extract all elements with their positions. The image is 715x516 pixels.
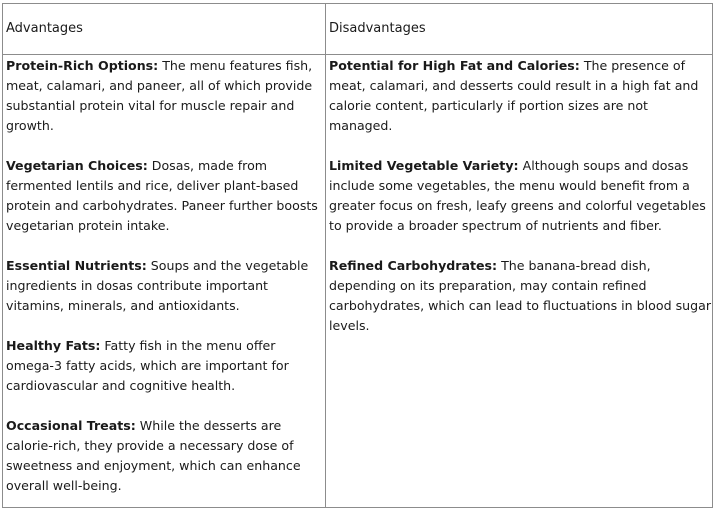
disadvantage-item xyxy=(329,56,711,136)
advantage-text: Fatty fish in the menu offer omega-3 fatty acids, which are important for cardiovascular and cognitive health. xyxy=(6,338,289,393)
advantage-title: Occasional Treats: xyxy=(6,418,136,433)
disadvantage-text: The banana-bread dish, depending on its preparation, may contain refined carbohydrates, which can lead to fluctuations in blood sugar levels. xyxy=(329,258,712,333)
advantage-text: The menu features fish, meat, calamari, and paneer, all of which provide substantial protein vital for muscle repair and growth. xyxy=(6,58,313,133)
advantage-text: Soups and the vegetable ingredients in dosas contribute important vitamins, minerals, and antioxidants. xyxy=(6,258,309,313)
disadvantage-item xyxy=(329,156,711,236)
header-advantages: Advantages xyxy=(6,21,83,36)
disadvantage-item xyxy=(329,256,711,336)
advantage-title: Healthy Fats: xyxy=(6,338,101,353)
advantages-column xyxy=(3,55,325,516)
disadvantage-text: The presence of meat, calamari, and desserts could result in a high fat and calorie content, particularly if portion sizes are not managed. xyxy=(329,58,699,133)
advantage-text: While the desserts are calorie-rich, they provide a necessary dose of sweetness and enjoyment, which can enhance overall well-being. xyxy=(6,418,301,493)
table-header-row xyxy=(3,4,712,55)
disadvantage-title: Limited Vegetable Variety: xyxy=(329,158,519,173)
advantage-item xyxy=(6,416,323,496)
advantage-item xyxy=(6,156,323,236)
disadvantages-column xyxy=(326,55,712,356)
advantage-title: Essential Nutrients: xyxy=(6,258,147,273)
advantage-text: Dosas, made from fermented lentils and rice, deliver plant-based protein and carbohydrates. Paneer further boosts vegetarian protein intake. xyxy=(6,158,318,233)
advantage-title: Vegetarian Choices: xyxy=(6,158,148,173)
disadvantage-title: Potential for High Fat and Calories: xyxy=(329,58,580,73)
advantage-item xyxy=(6,256,323,316)
disadvantage-title: Refined Carbohydrates: xyxy=(329,258,498,273)
disadvantage-text: Although soups and dosas include some vegetables, the menu would benefit from a greater focus on fresh, leafy greens and colorful vegetables to provide a broader spectrum of nutrients and fiber. xyxy=(329,158,706,233)
header-disadvantages: Disadvantages xyxy=(329,21,426,36)
pros-cons-table xyxy=(2,3,713,508)
advantage-item xyxy=(6,56,323,136)
advantage-title: Protein-Rich Options: xyxy=(6,58,159,73)
advantage-item xyxy=(6,336,323,396)
